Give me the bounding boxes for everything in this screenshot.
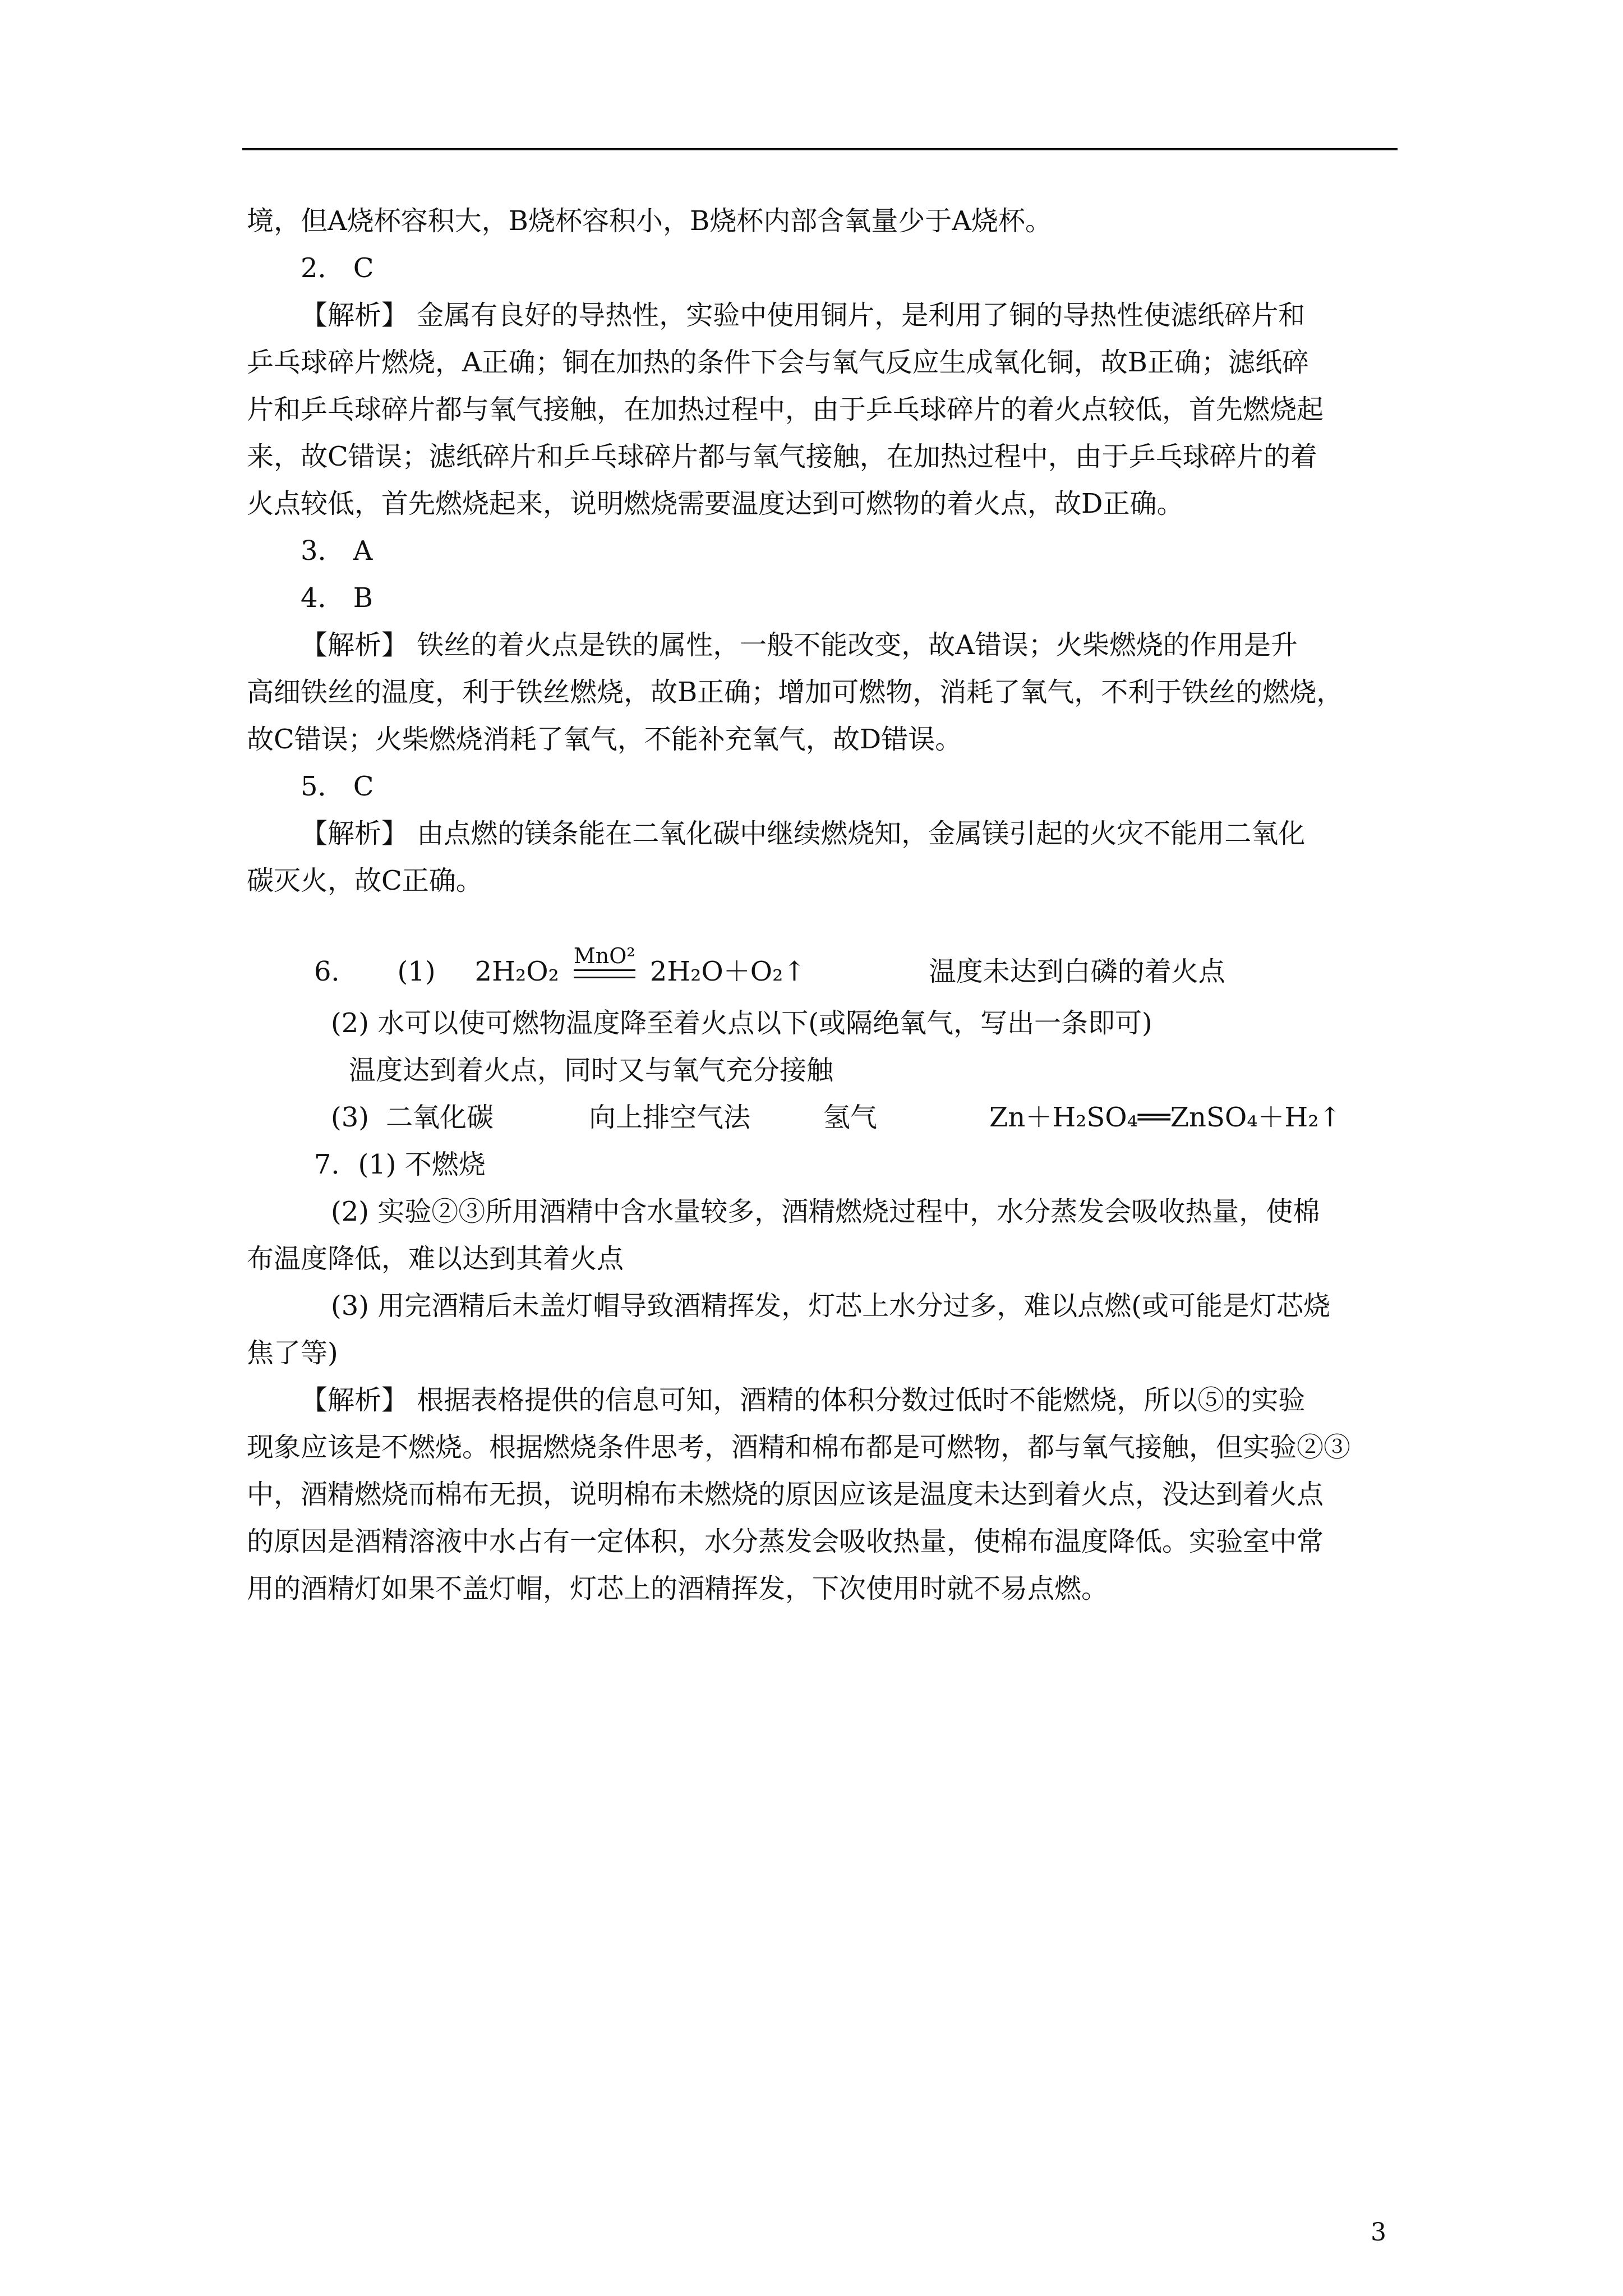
q7-part3: (3) 用完酒精后未盖灯帽导致酒精挥发，灯芯上水分过多，难以点燃(或可能是灯芯烧 [331,1290,1330,1322]
answer-collection-method: 向上排空气法 [589,1102,751,1133]
answer-4: 4． B [301,582,374,614]
text-line: 用的酒精灯如果不盖灯帽，灯芯上的酒精挥发，下次使用时就不易点燃。 [247,1573,1109,1604]
text-line: 焦了等) [247,1337,338,1369]
q6-part1-label: (1) [397,956,436,987]
analysis-line: 【解析】 铁丝的着火点是铁的属性，一般不能改变，故A错误；火柴燃烧的作用是升 [301,629,1298,661]
q7-part1: 7．(1) 不燃烧 [314,1149,486,1180]
text-line: 高细铁丝的温度，利于铁丝燃烧，故B正确；增加可燃物，消耗了氧气，不利于铁丝的燃烧， [247,677,1344,708]
answer-5: 5． C [301,771,374,802]
text-line: 布温度降低，难以达到其着火点 [247,1243,624,1274]
catalyst-label: MnO² [573,944,635,968]
text-line: 片和乒乓球碎片都与氧气接触，在加热过程中，由于乒乓球碎片的着火点较低，首先燃烧起 [247,394,1324,425]
equation-reactant: 2H₂O₂ [474,956,559,987]
text-line: 境，但A烧杯容积大，B烧杯容积小，B烧杯内部含氧量少于A烧杯。 [247,205,1052,237]
text-line: 碳灭火，故C正确。 [247,865,483,896]
q6-part2-line2: 温度达到着火点，同时又与氧气充分接触 [349,1055,834,1086]
answer-3: 3． A [301,535,373,567]
q6-part3 [247,1094,1413,1141]
q7-part2: (2) 实验②③所用酒精中含水量较多，酒精燃烧过程中，水分蒸发会吸收热量，使棉 [331,1196,1320,1227]
analysis-line: 【解析】 金属有良好的导热性，实验中使用铜片，是利用了铜的导热性使滤纸碎片和 [301,300,1306,331]
q6-part2: (2) 水可以使可燃物温度降至着火点以下(或隔绝氧气，写出一条即可) [331,1007,1152,1039]
equals-sign [574,969,635,978]
text-line: 中，酒精燃烧而棉布无损，说明棉布未燃烧的原因应该是温度未达到着火点，没达到着火点 [247,1479,1324,1510]
text-line: 乒乓球碎片燃烧，A正确；铜在加热的条件下会与氧气反应生成氧化铜，故B正确；滤纸碎 [247,347,1309,378]
answer-co2: 二氧化碳 [386,1102,494,1133]
q6-number: 6． [314,956,358,987]
text-line: 来，故C错误；滤纸碎片和乒乓球碎片都与氧气接触，在加热过程中，由于乒乓球碎片的着 [247,441,1317,472]
text-line: 故C错误；火柴燃烧消耗了氧气，不能补充氧气，故D错误。 [247,724,962,755]
zinc-equation: Zn＋H₂SO₄══ZnSO₄＋H₂↑ [989,1102,1341,1133]
q6-part1 [247,944,1413,1000]
reaction-condition [574,945,635,978]
page-number: 3 [1371,2218,1386,2247]
answer-2: 2． C [301,252,374,284]
q6-part1-answer: 温度未达到白磷的着火点 [929,956,1225,987]
text-line: 的原因是酒精溶液中水占有一定体积，水分蒸发会吸收热量，使棉布温度降低。实验室中常 [247,1526,1324,1557]
header-rule [242,148,1398,150]
analysis-line: 【解析】 由点燃的镁条能在二氧化碳中继续燃烧知，金属镁引起的火灾不能用二氧化 [301,818,1306,849]
equation-product: 2H₂O＋O₂↑ [649,956,806,987]
text-line: 火点较低，首先燃烧起来，说明燃烧需要温度达到可燃物的着火点，故D正确。 [247,488,1184,519]
answer-content [247,197,1413,1612]
text-line: 现象应该是不燃烧。根据燃烧条件思考，酒精和棉布都是可燃物，都与氧气接触，但实验②③ [247,1432,1351,1463]
answer-hydrogen: 氢气 [823,1102,878,1133]
analysis-line: 【解析】 根据表格提供的信息可知，酒精的体积分数过低时不能燃烧，所以⑤的实验 [301,1384,1306,1416]
q6-part3-label: (3) [331,1102,369,1133]
